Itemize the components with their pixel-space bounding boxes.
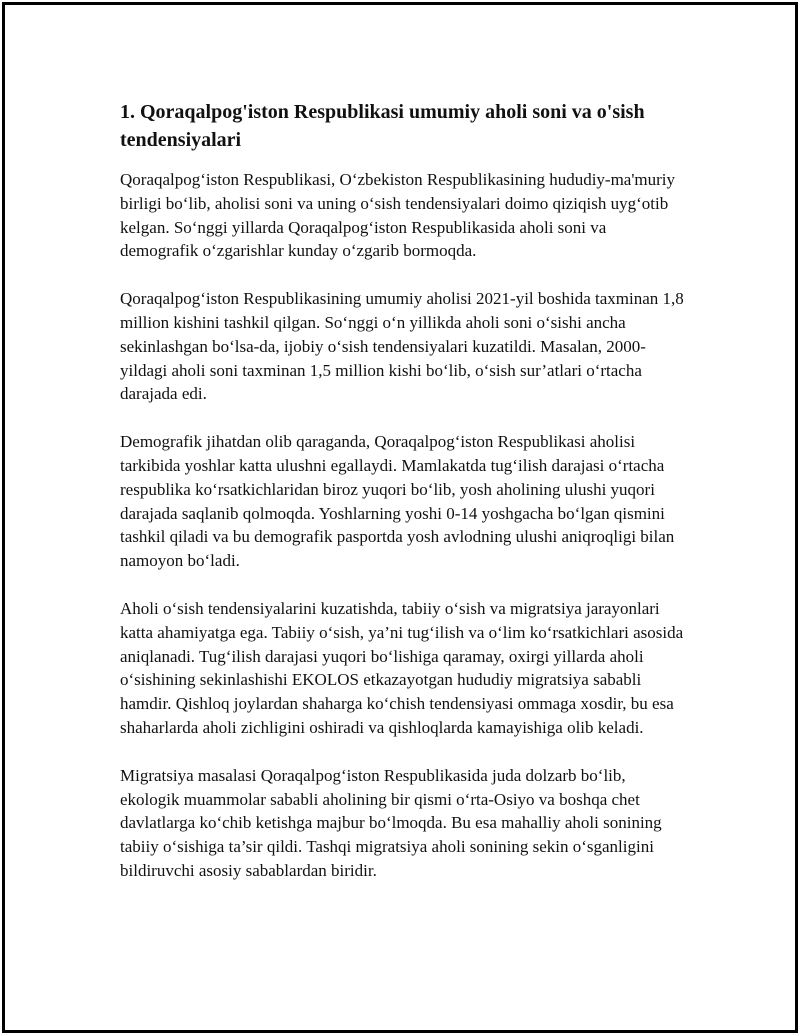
paragraph-growth-trends: Aholi o‘sish tendensiyalarini kuzatishda, tabiiy o‘sish va migratsiya jarayonlari katta ahamiyatga ega. Tabiiy o‘sish, ya’ni tug‘ilish va o‘lim ko‘rsatkichlari asosida aniqlanadi. Tug‘ilish darajasi yuqori bo‘lishiga qaramay, oxirgi yillarda aholi o‘sishining sekinlashishi EKOLOS etkazayotgan hududiy migratsiya sababli hamdir. Qishloq joylardan shaharga ko‘chish tendensiyasi ommaga xosdir, bu esa shaharlarda aholi zichligini oshiradi va qishloqlarda kamayishiga olib keladi. [120, 598, 684, 737]
paragraph-population-total: Qoraqalpog‘iston Respublikasining umumiy aholisi 2021-yil boshida taxminan 1,8 million kishini tashkil qilgan. So‘nggi o‘n yillikda aholi soni o‘sishi ancha sekinlashgan bo‘lsa-da, ijobiy o‘sish tendensiyalari kuzatildi. Masalan, 2000-yildagi aholi soni taxminan 1,5 million kishi bo‘lib, o‘sish sur’atlari o‘rtacha darajada edi. [120, 289, 684, 404]
paragraph-migration: Migratsiya masalasi Qoraqalpog‘iston Respublikasida juda dolzarb bo‘lib, ekologik muammolar sababli aholining bir qismi o‘rta-Osiyo va boshqa chet davlatlarga ko‘chib ketishga majbur bo‘lmoqda. Bu esa mahalliy aholi sonining tabiiy o‘sishiga ta’sir qildi. Tashqi migratsiya aholi sonining sekin o‘sganligini bildiruvchi asosiy sabablardan biridir. [120, 765, 662, 880]
page-frame [2, 2, 798, 1033]
document-body [120, 98, 685, 907]
paragraph-demographics: Demografik jihatdan olib qaraganda, Qoraqalpog‘iston Respublikasi aholisi tarkibida yoshlar katta ulushni egallaydi. Mamlakatda tug‘ilish darajasi o‘rtacha respublika ko‘rsatkichlaridan biroz yuqori bo‘lib, yosh aholining ulushi yuqori darajada saqlanib qolmoqda. Yoshlarning yoshi 0-14 yoshgacha bo‘lgan qismini tashkil qiladi va bu demografik pasportda yosh avlodning ulushi aniqroqligi bilan namoyon bo‘ladi. [120, 432, 675, 571]
section-heading: 1. Qoraqalpog'iston Respublikasi umumiy aholi soni va o'sish tendensiyalari [120, 101, 645, 151]
paragraph-intro: Qoraqalpog‘iston Respublikasi, O‘zbekiston Respublikasining hududiy-ma'muriy birligi bo‘lib, aholisi soni va uning o‘sish tendensiyalari doimo qiziqish uyg‘otib kelgan. So‘nggi yillarda Qoraqalpog‘iston Respublikasida aholi soni va demografik o‘zgarishlar kunday o‘zgarib bormoqda. [120, 170, 676, 261]
